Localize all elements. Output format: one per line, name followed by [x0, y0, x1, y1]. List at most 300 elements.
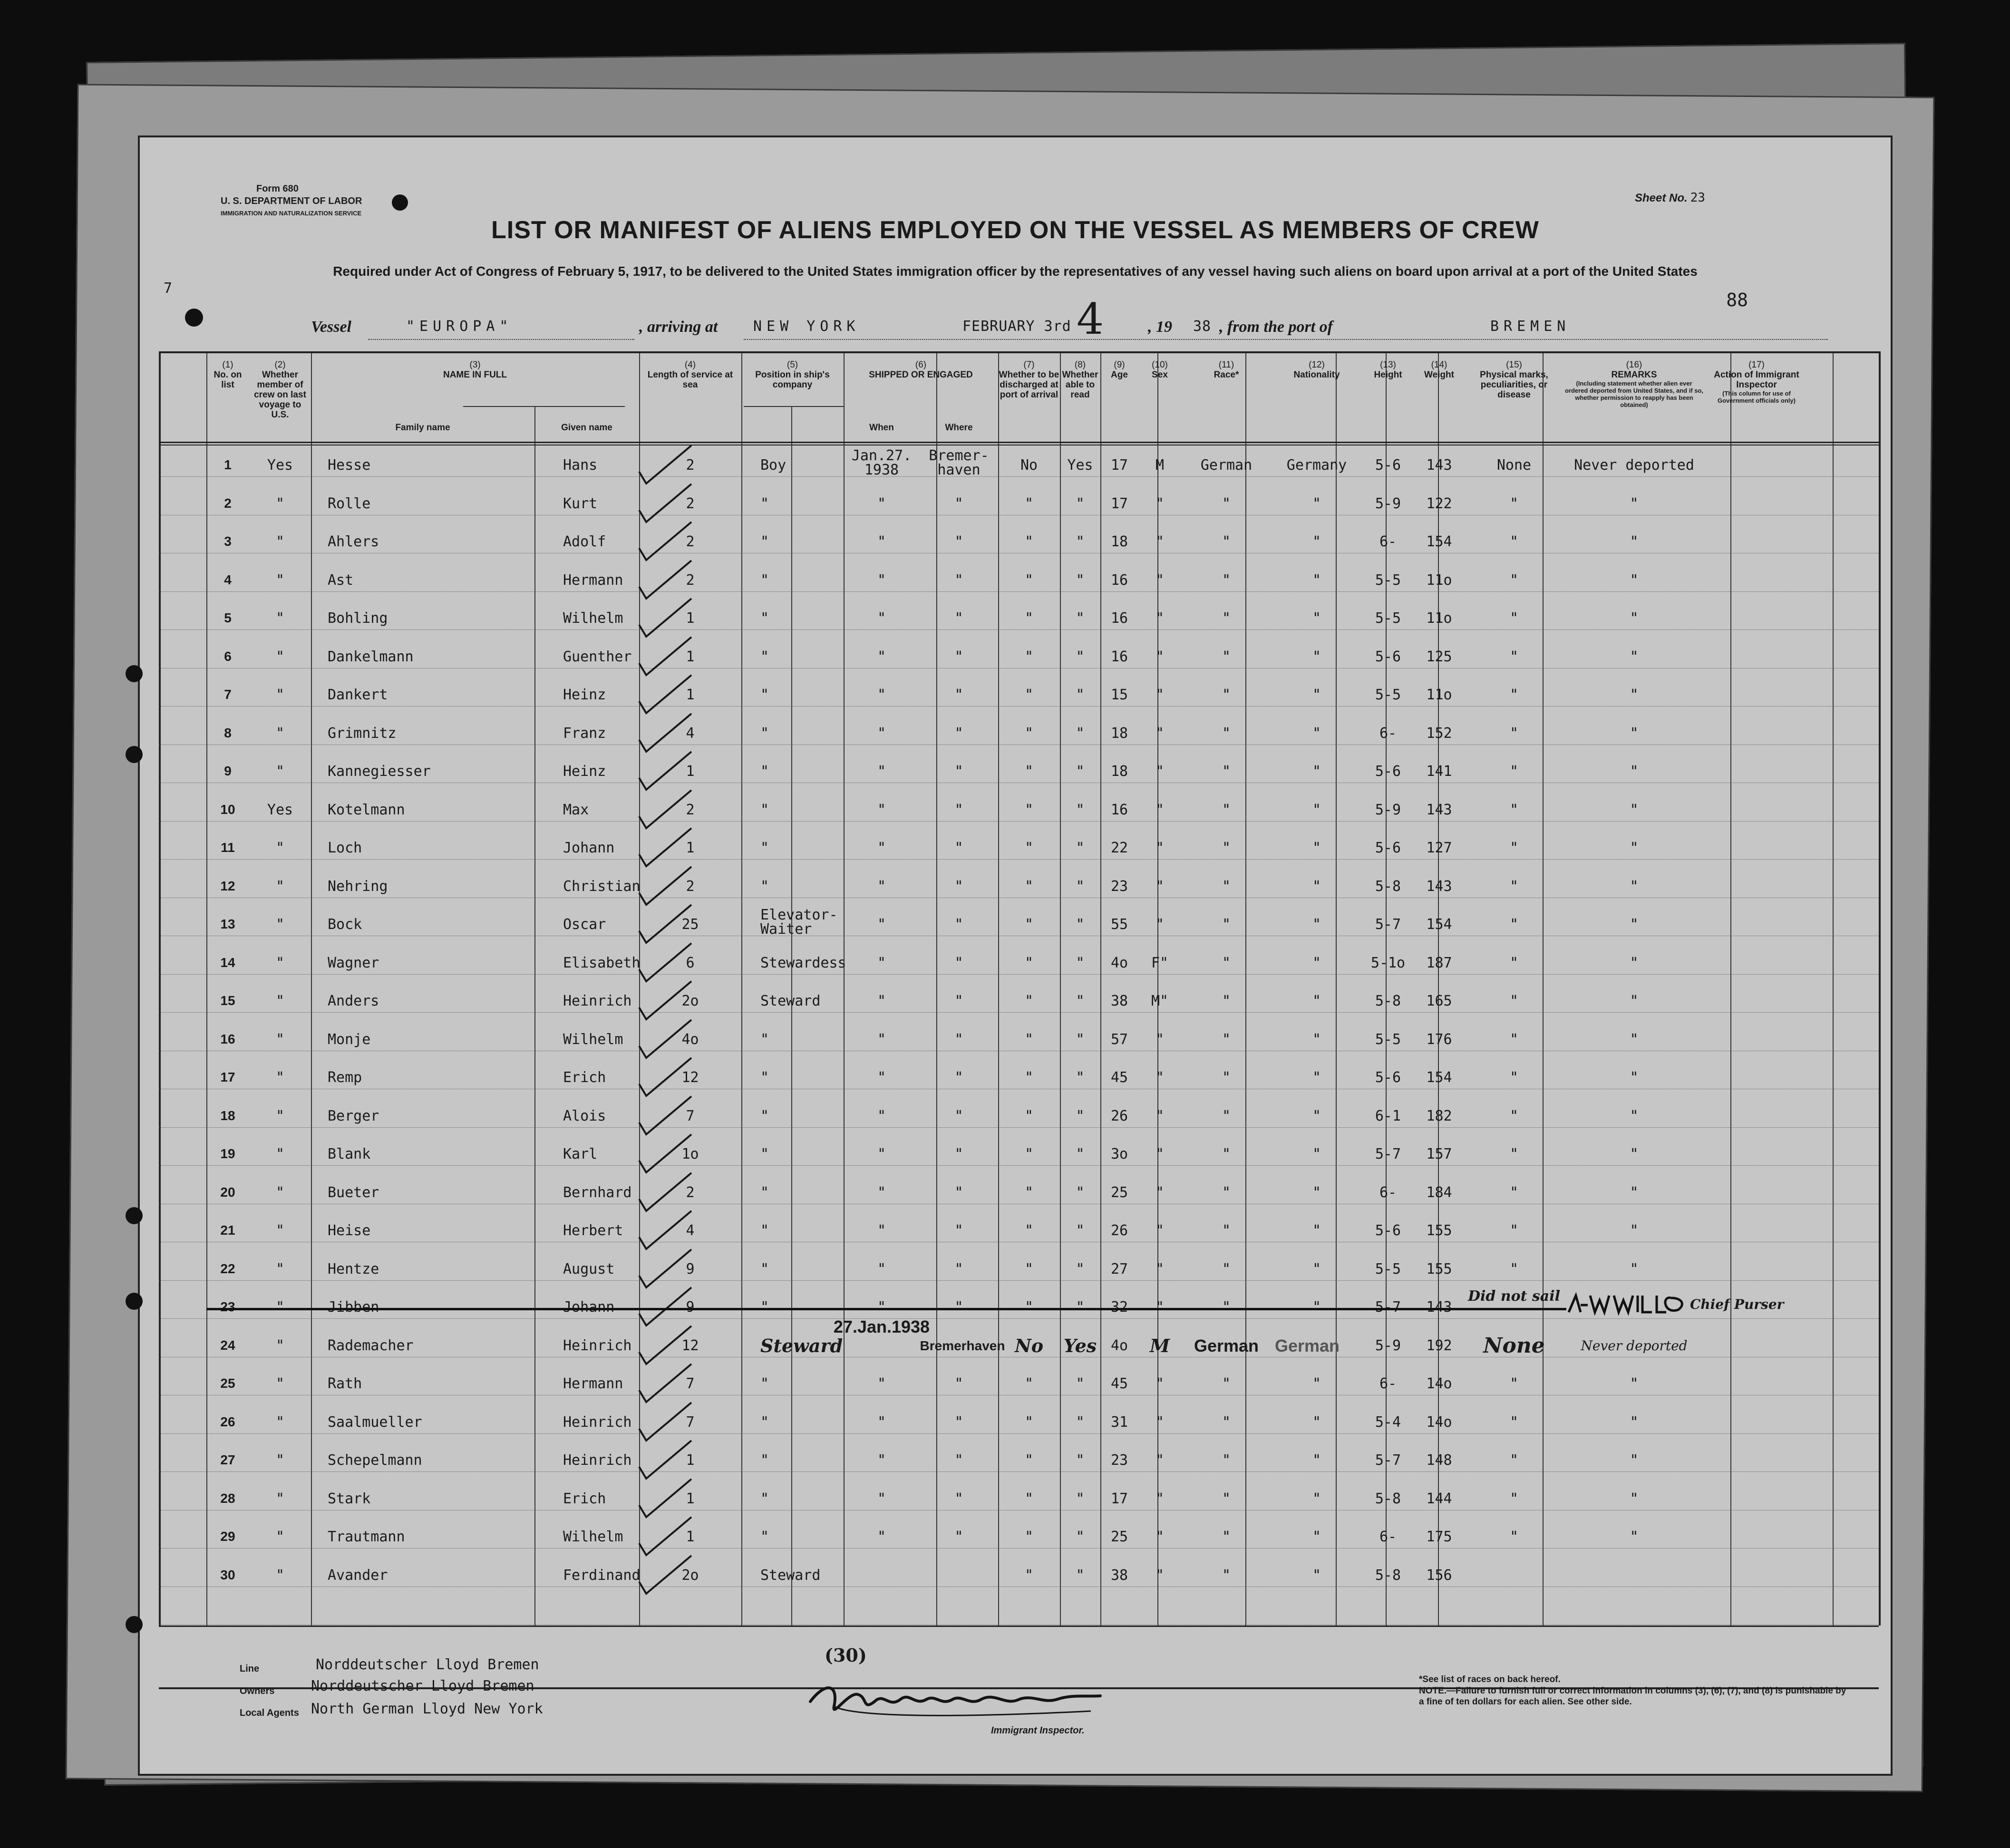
cell-last: " [275, 1375, 285, 1392]
cell-height: 6-1 [1375, 1107, 1401, 1124]
column-number: (2) [274, 360, 286, 370]
cell-position: " [760, 1490, 769, 1507]
cell-read: " [1076, 1184, 1085, 1201]
cell-marks: " [1509, 648, 1519, 665]
cell-given: Hans [563, 457, 598, 474]
departure-port: BREMEN [1490, 318, 1571, 335]
cell-family: Loch [328, 840, 362, 856]
cell-height: 5-5 [1375, 1260, 1401, 1277]
cell-sex: " [1155, 1069, 1165, 1086]
cell-nat: " [1312, 1146, 1321, 1162]
column-header-read [1060, 360, 1100, 400]
cell-height: 5-1o [1370, 954, 1406, 971]
column-label: No. on list [214, 370, 242, 390]
cell-height: 5-6 [1375, 763, 1401, 780]
cell-given: Hermann [563, 1375, 623, 1392]
cell-remarks: " [1630, 571, 1639, 589]
cell-position: " [760, 801, 769, 818]
cell-where: " [954, 840, 963, 856]
cell-nat: " [1312, 533, 1321, 550]
cell-nat: " [1312, 840, 1321, 856]
cell-where: " [954, 495, 963, 512]
column-number: (3) [469, 360, 481, 370]
cell-where: " [954, 1452, 963, 1469]
cell-read: " [1076, 571, 1085, 589]
column-label: Position in ship's company [755, 370, 830, 390]
table-row-rule [159, 1165, 1879, 1166]
cell-last: " [275, 878, 285, 895]
cell-no: 7 [224, 687, 232, 702]
purser-signature [1566, 1291, 1690, 1319]
cell-race: " [1222, 610, 1231, 627]
cell-nat: " [1312, 610, 1321, 627]
cell-no: 8 [224, 725, 232, 740]
cell-marks: " [1509, 1452, 1519, 1469]
cell-height: 5-5 [1375, 610, 1401, 627]
column-header-last-voyage [249, 360, 311, 420]
cell-read: " [1076, 763, 1085, 780]
cell-given: Karl [563, 1146, 598, 1162]
cell-family: Heise [328, 1222, 371, 1239]
cell-position: Steward [760, 1335, 843, 1356]
table-row-rule [159, 442, 1879, 443]
cell-position: Steward [760, 993, 821, 1009]
cell-weight: 14o [1426, 1413, 1452, 1431]
cell-read: " [1076, 725, 1085, 742]
cell-race: " [1222, 571, 1231, 589]
cell-sex: " [1155, 1107, 1165, 1124]
cell-remarks: " [1630, 1222, 1639, 1239]
column-number: (6) [915, 360, 927, 370]
column-header-discharged [998, 360, 1060, 400]
cell-sex: " [1155, 687, 1165, 703]
cell-weight: 156 [1426, 1567, 1452, 1584]
cell-service: 6 [686, 954, 695, 971]
cell-last: " [275, 1146, 285, 1162]
cell-where: " [954, 571, 963, 589]
cell-weight: 154 [1426, 533, 1452, 550]
cell-weight: 192 [1426, 1337, 1452, 1354]
owners-label: Owners [240, 1686, 275, 1696]
cell-when: " [877, 1413, 886, 1431]
cell-weight: 152 [1426, 725, 1452, 742]
cell-height: 6- [1379, 1529, 1397, 1545]
cell-remarks: " [1630, 954, 1639, 971]
agents-value: North German Lloyd New York [311, 1701, 543, 1717]
cell-last: " [275, 1337, 285, 1354]
cell-service: 1 [686, 763, 695, 780]
cell-service: 2 [686, 1184, 695, 1201]
races-note: *See list of races on back hereof. [1419, 1674, 1561, 1684]
cell-last: " [275, 1107, 285, 1124]
check-mark [634, 1055, 701, 1098]
table-row-rule [159, 1127, 1879, 1128]
cell-remarks: " [1630, 533, 1639, 550]
cell-weight: 148 [1426, 1452, 1452, 1469]
column-sublabel: (This column for use of Government officials only) [1718, 390, 1796, 404]
column-number: (7) [1023, 360, 1035, 370]
cell-nat: " [1312, 571, 1321, 589]
cell-nat: " [1312, 1031, 1321, 1048]
table-column-rule [1730, 351, 1731, 1625]
cell-disch: " [1024, 954, 1034, 971]
cell-disch: " [1024, 1222, 1034, 1239]
cell-position: " [760, 1222, 769, 1239]
cell-service: 7 [686, 1413, 695, 1431]
cell-read: " [1076, 916, 1085, 933]
punch-hole [126, 1616, 143, 1633]
cell-when: " [877, 1375, 886, 1392]
cell-no: 4 [224, 572, 232, 587]
cell-nat: " [1312, 1222, 1321, 1239]
cell-when: " [877, 993, 886, 1009]
cell-family: Saalmueller [328, 1413, 422, 1431]
cell-where: Bremer- haven [929, 447, 989, 478]
cell-remarks: " [1630, 1452, 1639, 1469]
cell-position: " [760, 571, 769, 589]
cell-height: 6- [1379, 1375, 1397, 1392]
cell-read: " [1076, 1413, 1085, 1431]
cell-family: Wagner [328, 954, 379, 971]
cell-service: 1 [686, 1452, 695, 1469]
cell-read: " [1076, 1299, 1085, 1316]
cell-no: 18 [220, 1108, 235, 1123]
cell-race: " [1222, 1299, 1231, 1316]
cell-marks: " [1509, 533, 1519, 550]
table-row-rule [744, 406, 844, 407]
column-header-remarks [1564, 360, 1704, 408]
cell-height: 6- [1379, 1184, 1397, 1201]
cell-where: " [954, 1299, 963, 1316]
column-header-inspector-action [1704, 360, 1809, 404]
cell-position: " [760, 1260, 769, 1277]
cell-sex: " [1155, 1222, 1165, 1239]
cell-when: " [877, 725, 886, 742]
inspector-signature [806, 1673, 1110, 1725]
cell-sex: " [1155, 1490, 1165, 1507]
cell-weight: 155 [1426, 1222, 1452, 1239]
cell-weight: 182 [1426, 1107, 1452, 1124]
cell-marks: " [1509, 1107, 1519, 1124]
cell-last: " [275, 763, 285, 780]
cell-where: " [954, 648, 963, 665]
cell-age: 22 [1110, 840, 1128, 856]
cell-sex: " [1155, 610, 1165, 627]
column-label: Age [1111, 370, 1128, 380]
cell-remarks: Never deported [1574, 457, 1694, 474]
cell-where: " [954, 1413, 963, 1431]
cell-age: 23 [1110, 1452, 1128, 1469]
cell-marks: " [1509, 610, 1519, 627]
cell-marks: " [1509, 993, 1519, 1009]
cell-age: 31 [1110, 1413, 1128, 1431]
cell-no: 22 [220, 1261, 235, 1276]
check-mark [634, 1094, 701, 1137]
cell-age: 27 [1110, 1260, 1128, 1277]
cell-where: " [954, 954, 963, 971]
cell-last: " [275, 610, 285, 627]
cell-where: " [954, 533, 963, 550]
cell-disch: " [1024, 495, 1034, 512]
table-row-rule [159, 1012, 1879, 1013]
cell-when: " [877, 1299, 886, 1316]
cell-family: Berger [328, 1107, 379, 1124]
cell-nat: " [1312, 763, 1321, 780]
cell-last: " [275, 1567, 285, 1584]
cell-no: 11 [221, 840, 235, 855]
cell-remarks: " [1630, 840, 1639, 856]
cell-when: " [877, 1184, 886, 1201]
cell-position: " [760, 1452, 769, 1469]
cell-weight: 165 [1426, 993, 1452, 1009]
cell-service: 2o [681, 1567, 699, 1584]
check-mark [634, 1209, 701, 1251]
cell-no: 23 [220, 1299, 235, 1314]
column-header-nationality [1272, 360, 1362, 380]
cell-sex: " [1155, 840, 1165, 856]
column-label: Race* [1214, 370, 1239, 380]
cell-no: 20 [220, 1184, 235, 1200]
cell-nat: " [1312, 878, 1321, 895]
cell-position: " [760, 495, 769, 512]
cell-age: 26 [1110, 1107, 1128, 1124]
cell-disch: " [1024, 1260, 1034, 1277]
cell-service: 1 [686, 1490, 695, 1507]
cell-height: 5-5 [1375, 1031, 1401, 1048]
cell-last: " [275, 916, 285, 933]
cell-read: " [1076, 1222, 1085, 1239]
cell-race: " [1222, 878, 1231, 895]
cell-when: " [877, 1529, 886, 1545]
cell-position: " [760, 878, 769, 895]
check-mark [634, 1400, 701, 1443]
cell-given: Wilhelm [563, 1529, 623, 1545]
cell-marks: None [1483, 1333, 1545, 1358]
check-mark [634, 1171, 701, 1213]
cell-given: Adolf [563, 533, 606, 550]
cell-age: 57 [1110, 1031, 1128, 1048]
cell-age: 45 [1110, 1069, 1128, 1086]
cell-when: " [877, 954, 886, 971]
table-row-rule [159, 974, 1879, 975]
cell-last: Yes [267, 801, 293, 818]
vessel-label: Vessel [311, 318, 351, 336]
page-title: LIST OR MANIFEST OF ALIENS EMPLOYED ON THE VESSEL AS MEMBERS OF CREW [491, 216, 1539, 244]
cell-family: Remp [328, 1069, 362, 1086]
cell-remarks: " [1630, 725, 1639, 742]
cell-read: " [1076, 993, 1085, 1009]
cell-position: " [760, 533, 769, 550]
cell-height: 5-6 [1375, 1222, 1401, 1239]
cell-height: 5-7 [1375, 1146, 1401, 1162]
cell-disch: " [1024, 725, 1034, 742]
cell-family: Ahlers [328, 533, 379, 550]
cell-no: 16 [220, 1031, 235, 1046]
cell-marks: " [1509, 687, 1519, 703]
cell-remarks: " [1630, 1490, 1639, 1507]
cell-race: " [1222, 1069, 1231, 1086]
cell-disch: " [1024, 1146, 1034, 1162]
cell-position: " [760, 648, 769, 665]
cell-remarks: " [1630, 993, 1639, 1009]
cell-family: Trautmann [328, 1529, 405, 1545]
cell-family: Jibben [328, 1299, 379, 1316]
cell-given: Erich [563, 1490, 606, 1507]
cell-given: Franz [563, 725, 606, 742]
check-mark [634, 864, 701, 907]
cell-read: Yes [1067, 457, 1093, 474]
column-label: Nationality [1293, 370, 1340, 380]
cell-position: " [760, 1375, 769, 1392]
cell-height: 5-8 [1375, 878, 1401, 895]
cell-age: 23 [1110, 878, 1128, 895]
cell-weight: 154 [1426, 1069, 1452, 1086]
cell-race: " [1222, 1375, 1231, 1392]
cell-sex: F" [1151, 954, 1169, 971]
cell-remarks: " [1630, 916, 1639, 933]
cell-weight: 175 [1426, 1529, 1452, 1545]
cell-remarks: " [1630, 1529, 1639, 1545]
cell-height: 5-6 [1375, 648, 1401, 665]
cell-when: " [877, 840, 886, 856]
check-mark [634, 482, 701, 524]
cell-position: " [760, 1069, 769, 1086]
cell-when: " [877, 1490, 886, 1507]
arriving-label: , arriving at [639, 318, 718, 336]
cell-age: 17 [1110, 1490, 1128, 1507]
cell-position: " [760, 725, 769, 742]
cell-disch: " [1024, 1107, 1034, 1124]
column-label: SHIPPED OR ENGAGED [869, 370, 973, 380]
cell-marks: None [1496, 457, 1532, 474]
cell-when: " [877, 1146, 886, 1162]
cell-read: " [1076, 1069, 1085, 1086]
cell-no: 1 [224, 457, 232, 472]
column-number: (10) [1152, 360, 1168, 370]
cell-remarks: " [1630, 801, 1639, 818]
cell-read: " [1076, 840, 1085, 856]
cell-nat: " [1312, 1490, 1321, 1507]
column-label: Weight [1424, 370, 1454, 380]
cell-given: Erich [563, 1069, 606, 1086]
margin-number: 7 [164, 280, 173, 297]
column-header-age [1100, 360, 1138, 380]
cell-race: " [1222, 954, 1231, 971]
cell-race: " [1222, 725, 1231, 742]
cell-disch: " [1024, 1490, 1034, 1507]
cell-nat: " [1312, 1260, 1321, 1277]
cell-marks: " [1509, 954, 1519, 971]
cell-sex: " [1155, 1529, 1165, 1545]
column-label: NAME IN FULL [443, 370, 507, 380]
cell-age: 25 [1110, 1184, 1128, 1201]
cell-where: " [954, 1146, 963, 1162]
cell-disch: " [1024, 763, 1034, 780]
column-label: Length of service at sea [647, 370, 733, 390]
cell-family: Dankelmann [328, 648, 414, 665]
cell-disch: " [1024, 878, 1034, 895]
cell-height: 5-5 [1375, 687, 1401, 703]
cell-no: 17 [220, 1070, 235, 1084]
cell-race: " [1222, 763, 1231, 780]
cell-weight: 122 [1426, 495, 1452, 512]
column-header-no [206, 360, 249, 390]
cell-when: " [877, 687, 886, 703]
table-row-rule [159, 1471, 1879, 1472]
cell-nat: Germany [1286, 457, 1347, 474]
cell-nat: " [1312, 648, 1321, 665]
cell-family: Hentze [328, 1260, 379, 1277]
cell-race: " [1222, 993, 1231, 1009]
cell-sex: " [1155, 916, 1165, 933]
cell-service: 2 [686, 801, 695, 818]
cell-nat: " [1312, 1184, 1321, 1201]
cell-service: 2 [686, 495, 695, 512]
cell-given: Bernhard [563, 1184, 632, 1201]
cell-nat: " [1312, 916, 1321, 933]
cell-disch: " [1024, 571, 1034, 589]
check-mark [634, 558, 701, 601]
cell-sex: " [1155, 1299, 1165, 1316]
cell-family: Kotelmann [328, 801, 405, 818]
check-mark [634, 941, 701, 984]
cell-when: " [877, 1069, 886, 1086]
cell-race: " [1222, 1413, 1231, 1431]
cell-last: " [275, 1031, 285, 1048]
cell-position: " [760, 687, 769, 703]
cell-where: " [954, 1069, 963, 1086]
cell-given: Ferdinand [563, 1567, 641, 1584]
vessel-name: "EUROPA" [406, 318, 513, 335]
cell-last: " [275, 687, 285, 703]
cell-where: " [954, 878, 963, 895]
column-header-position [741, 360, 844, 390]
cell-last: " [275, 1260, 285, 1277]
check-mark [634, 520, 701, 562]
cell-nat: " [1312, 1107, 1321, 1124]
cell-height: 6- [1379, 533, 1397, 550]
cell-no: 26 [220, 1414, 235, 1429]
cell-sex: M" [1151, 993, 1169, 1009]
cell-family: Bock [328, 916, 362, 933]
column-header-race [1181, 360, 1272, 380]
cell-remarks: " [1630, 1107, 1639, 1124]
cell-service: 4 [686, 1222, 695, 1239]
cell-read: " [1076, 1031, 1085, 1048]
cell-nat: " [1312, 1413, 1321, 1431]
cell-marks: " [1509, 878, 1519, 895]
cell-marks: " [1509, 1222, 1519, 1239]
cell-service: 4 [686, 725, 695, 742]
cell-remarks: " [1630, 687, 1639, 703]
cell-family: Schepelmann [328, 1452, 422, 1469]
year-prefix: , 19 [1148, 318, 1172, 336]
cell-nat: " [1312, 725, 1321, 742]
cell-no: 19 [220, 1146, 235, 1161]
cell-sex: " [1155, 801, 1165, 818]
cell-marks: " [1509, 1413, 1519, 1431]
cell-read: " [1076, 801, 1085, 818]
column-number: (11) [1218, 360, 1234, 370]
cell-service: 9 [686, 1260, 695, 1277]
cell-when: " [877, 610, 886, 627]
cell-race: " [1222, 801, 1231, 818]
cell-weight: 11o [1426, 571, 1452, 589]
cell-service: 12 [681, 1337, 699, 1354]
cell-sex: " [1155, 878, 1165, 895]
cell-sex: " [1155, 1260, 1165, 1277]
cell-where: " [954, 993, 963, 1009]
